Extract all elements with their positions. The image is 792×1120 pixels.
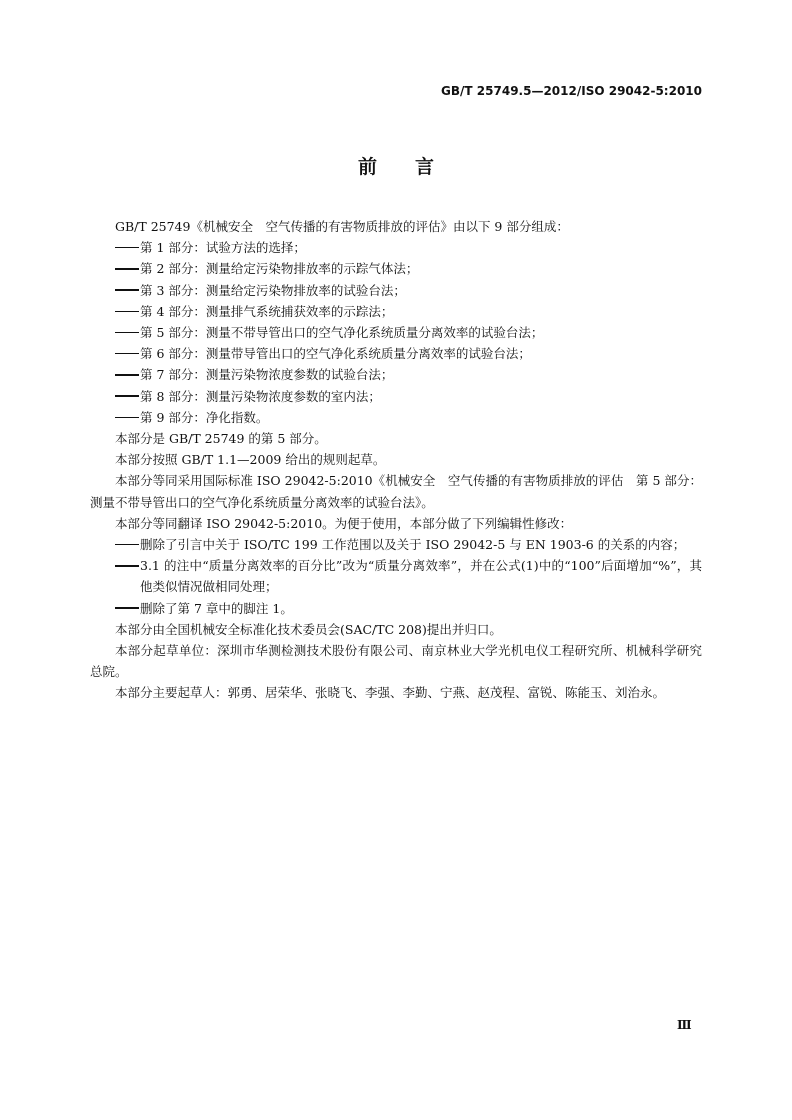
part-list-item [90,322,702,343]
dash-marker [115,237,140,258]
standard-number-header: GB/T 25749.5—2012/ISO 29042-5:2010 [441,84,702,98]
part-text: 第 9 部分：净化指数。 [140,409,269,425]
part-statement: 本部分是 GB/T 25749 的第 5 部分。 [115,431,327,447]
part-list-item [90,301,702,322]
identical-adoption-statement: 本部分等同采用国际标准 ISO 29042-5:2010《机械安全 空气传播的有害物质排放的评估 第 5 部分：测量不带导管出口的空气净化系统质量分离效率的试验台法》。 [90,473,702,510]
dash-marker [115,322,140,343]
dash-marker [115,343,140,364]
part-text: 第 6 部分：测量带导管出口的空气净化系统质量分离效率的试验台法； [140,346,531,362]
part-text: 第 4 部分：测量排气系统捕获效率的示踪法； [140,303,394,319]
part-text: 第 8 部分：测量污染物浓度参数的室内法； [140,388,381,404]
change-text: 3.1 的注中“质量分离效率的百分比”改为“质量分离效率”，并在公式(1)中的“100”后面增加“%”，其他类似情况做相同处理； [140,558,702,595]
part-list-item [90,258,702,279]
foreword-body [90,216,702,704]
translation-statement: 本部分等同翻译 ISO 29042-5:2010。为便于使用，本部分做了下列编辑性修改： [115,515,573,531]
part-list-item [90,343,702,364]
intro-paragraph: GB/T 25749《机械安全 空气传播的有害物质排放的评估》由以下 9 部分组成： [115,219,569,234]
part-list-item [90,280,702,301]
proposed-by-statement: 本部分由全国机械安全标准化技术委员会(SAC/TC 208)提出并归口。 [115,621,502,637]
page-number: Ⅲ [677,1018,692,1032]
part-text: 第 2 部分：测量给定污染物排放率的示踪气体法； [140,261,419,277]
drafting-units-statement: 本部分起草单位：深圳市华测检测技术股份有限公司、南京林业大学光机电仪工程研究所、机械科学研究总院。 [90,643,702,680]
change-list-item [90,534,702,555]
part-text: 第 3 部分：测量给定污染物排放率的试验台法； [140,282,406,298]
page-title: 前言 [357,156,472,178]
drafters-statement: 本部分主要起草人：郭勇、居荣华、张晓飞、李强、李勤、宁燕、赵茂程、富锐、陈能玉、刘治永。 [115,685,666,701]
part-list-item [90,407,702,428]
dash-marker [115,598,140,619]
part-text: 第 7 部分：测量污染物浓度参数的试验台法； [140,367,394,383]
dash-marker [115,555,140,576]
change-list-item [90,598,702,619]
dash-marker [115,258,140,279]
change-text: 删除了引言中关于 ISO/TC 199 工作范围以及关于 ISO 29042-5 与 EN 1903-6 的关系的内容； [140,537,686,553]
part-text: 第 1 部分：试验方法的选择； [140,240,306,256]
part-list-item [90,386,702,407]
dash-marker [115,280,140,301]
dash-marker [115,364,140,385]
change-list-item [90,555,702,597]
part-list-item [90,364,702,385]
part-list-item [90,237,702,258]
dash-marker [115,301,140,322]
change-text: 删除了第 7 章中的脚注 1。 [140,600,293,616]
dash-marker [115,407,140,428]
drafting-rules-statement: 本部分按照 GB/T 1.1—2009 给出的规则起草。 [115,452,386,468]
dash-marker [115,534,140,555]
dash-marker [115,386,140,407]
part-text: 第 5 部分：测量不带导管出口的空气净化系统质量分离效率的试验台法； [140,325,544,341]
